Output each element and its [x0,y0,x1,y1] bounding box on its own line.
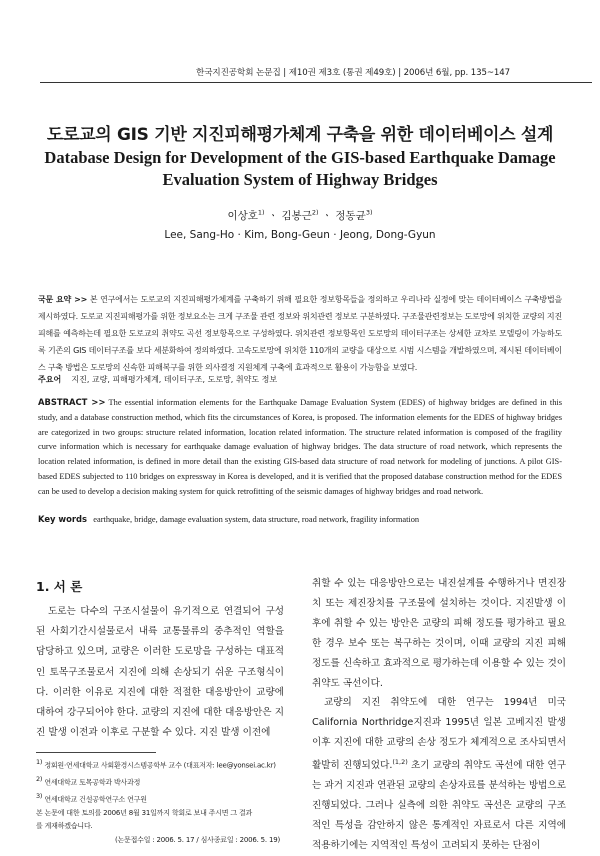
footnote-3 [36,790,286,807]
keywords-english-text: earthquake, bridge, damage evaluation system, data structure, road network, fragility information [93,515,420,524]
authors-english: Lee, Sang-Ho · Kim, Bong-Geun · Jeong, Dong-Gyun [164,229,436,241]
title-english-line1: Database Design for Development of the GIS-based Earthquake Damage [44,148,556,167]
keywords-english [38,514,562,524]
author-2-affil: 2) [311,208,319,217]
author-sep: ㆍ [267,210,279,222]
footnote-3-mark: 3) [36,791,43,800]
footnotes [36,756,286,848]
body-column-left [36,602,284,743]
footnote-1-text: 정회원·연세대학교 사회환경시스템공학부 교수 (대표저자: lee@yonsei.ac.kr) [44,761,276,770]
author-3: 정동균 [335,210,366,222]
intro-paragraph-2-a: 교량의 지진 취약도에 대한 연구는 1994년 미국 California Northridge지진과 1995년 일본 고베지진 발생 이후 지진에 대한 교량의 손상 정도가 체계적으로 조사되면서 활발히 진행되었다. [312,697,566,772]
body-column-right [312,574,566,856]
received-dates: (논문접수일 : 2006. 5. 17 / 심사종료일 : 2006. 5. 19) [114,835,280,844]
abstract-korean-text: 본 연구에서는 도로교의 지진피해평가체계를 구축하기 위해 필요한 정보항목들을 정의하고 우리나라 실정에 맞는 데이터베이스 구축방법을 제시하였다. 도로교 지진피해평가를 위한 정보요소는 크게 구조물 관련 정보와 위치관련 정보로 구분하였다. 구조물관련정보는 도로망에 위치한 교량의 지진피해를 예측하는데 필요한 도로교의 취약도 곡선 정보항목으로 구성하였다. 위치관련 정보항목인 도로망의 데이터구조는 상세한 교차로 모델링이 가능하도록 기존의 GIS 데이터구조를 보다 세분화하여 정의하였다. 고속도로망에 위치한 110개의 교량을 대상으로 시범 시스템을 개발하였으며, 제시된 데이터베이스 구축 방법은 도로망의 신속한 피해복구를 위한 의사결정 지원체계 구축에 효과적으로 활용이 가능함을 보였다. [38,295,563,372]
intro-paragraph-2-b: 초기 교량의 취약도 곡선에 대한 연구는 과거 지진과 연관된 교량의 손상자료를 분석하는 방법으로 진행되었다. 그러나 실측에 의한 취약도 곡선은 교량의 구조적인 특성을 감안하지 않은 통계적인 자료로서 다른 지역에 적용하기에는 지역적인 특성이 고려되지 못하는 단점이 [312,760,566,851]
intro-paragraph-1: 도로는 다수의 구조시설물이 유기적으로 연결되어 구성된 사회기간시설물로서 내륙 교통물류의 중추적인 역할을 담당하고 있으며, 교량은 이러한 도로망을 구성하는 대표적인 토목구조물로서 지진에 의해 손상되기 쉬운 구조형식이다. 이러한 이유로 지진에 대한 적절한 대응방안이 교량에 대하여 강구되어야 한다. 교량의 지진에 대한 대응방안은 지진 발생 이전과 이후로 구분할 수 있다. 지진 발생 이전에 [36,606,284,739]
intro-paragraph-2 [312,693,566,855]
abstract-korean [38,291,562,376]
section-heading-introduction: 1. 서 론 [36,579,83,594]
discussion-note-2: 를 게재하겠습니다. [36,822,93,831]
author-1: 이상호 [227,210,258,222]
keywords-korean-label: 주요어 [38,375,62,384]
citation-ref: (1,2) [392,758,408,767]
footnote-2 [36,773,286,790]
discussion-note-1: 본 논문에 대한 토의를 2006년 8월 31일까지 학회로 보내 주시면 그 결과 [36,808,253,817]
title-english-line2: Evaluation System of Highway Bridges [162,170,438,189]
author-2: 김봉근 [281,210,312,222]
journal-header: 한국지진공학회 논문집 | 제10권 제3호 (통권 제49호) | 2006년 6월, pp. 135~147 [196,68,511,78]
footnote-1-mark: 1) [36,758,43,766]
author-3-affil: 3) [365,208,373,217]
footnote-2-text: 연세대학교 토목공학과 박사과정 [44,778,141,787]
footnote-3-text: 연세대학교 건설공학연구소 연구원 [44,795,147,804]
keywords-korean-text: 지진, 교량, 피해평가체계, 데이터구조, 도로망, 취약도 정보 [71,375,278,384]
footnote-rule [36,752,156,753]
footnote-1 [36,756,286,773]
abstract-korean-label: 국문 요약 >> [38,295,88,304]
authors-korean [0,208,600,223]
keywords-korean [38,374,562,385]
abstract-english-text: The essential information elements for the Earthquake Damage Evaluation System (EDES) of highway bridges are defined in this study, and a database construction method, which fits the circumstances of Korea, is proposed. The information elements for the EDES of highway bridges are categorized in two groups: structure related information, location related information. The structure related information is composed of the fragility curve information which is necessary for earthquake damage evaluation of highway bridges. The data structure of road network, which represents the location related information, is defined in more detail than the existing GIS-based data structure of road network for modeling of junctions. A pilot GIS-based EDES subjected to 110 bridges on expressway in Korea is developed, and it is verified that the proposed database construction method for the EDES can be used to develop a decision making system for quick retrofitting of the seismic damages of highway bridges and road network. [38,398,562,496]
abstract-english-label: ABSTRACT >> [38,397,106,407]
header-rule [40,82,592,83]
title-korean: 도로교의 GIS 기반 지진피해평가체계 구축을 위한 데이터베이스 설계 [46,125,554,145]
keywords-english-label: Key words [38,514,87,524]
abstract-english [38,395,562,500]
intro-paragraph-1-cont: 취할 수 있는 대응방안으로는 내진설계를 수행하거나 면진장치 또는 제진장치를 구조물에 설치하는 것이다. 지진발생 이후에 취할 수 있는 방안은 교량의 피해 정도를 평가하고 필요한 경우 보수 또는 복구하는 것이며, 이때 교량의 지진 피해 정도를 신속하고 효과적으로 평가하는데 이용할 수 있는 것이 취약도 곡선이다. [312,578,566,689]
footnote-2-mark: 2) [36,774,43,783]
author-1-affil: 1) [257,208,265,217]
author-sep: ㆍ [321,210,333,222]
